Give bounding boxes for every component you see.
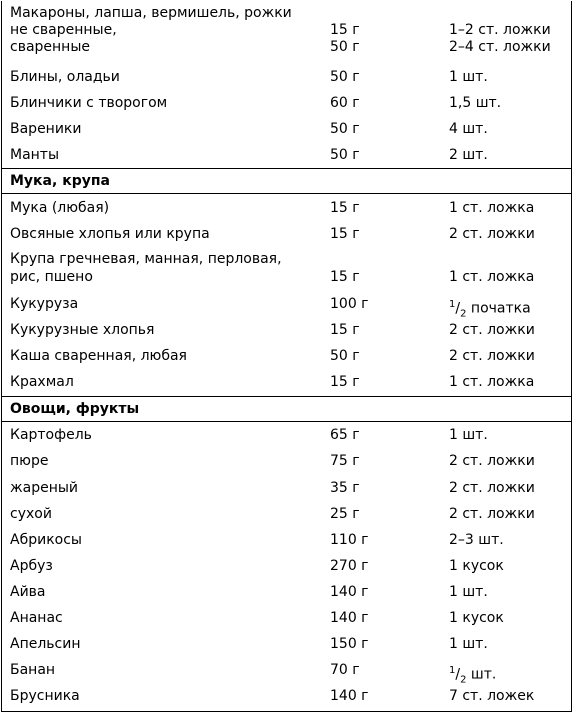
table-row — [2, 317, 571, 343]
item-name: Ананас — [10, 610, 63, 626]
item-name: Брусника — [10, 688, 80, 704]
item-weight: 140 г — [330, 688, 369, 704]
item-name: Мука (любая) — [10, 200, 110, 216]
table-row — [2, 579, 571, 605]
item-weight: 50 г — [330, 39, 360, 55]
fraction-denominator: 2 — [460, 674, 467, 686]
item-amount: 1 ст. ложка — [449, 269, 535, 285]
item-amount: 2 ст. ложки — [449, 226, 535, 242]
table-row — [2, 221, 571, 247]
table-row — [2, 142, 571, 168]
item-name: Картофель — [10, 427, 92, 443]
table-row — [2, 422, 571, 448]
item-weight: 25 г — [330, 506, 360, 522]
item-amount: 2–4 ст. ложки — [449, 39, 551, 55]
section-header — [2, 168, 571, 194]
table-row — [2, 369, 571, 395]
fraction-denominator: 2 — [460, 308, 467, 320]
item-weight: 270 г — [330, 558, 369, 574]
item-weight: 50 г — [330, 348, 360, 364]
item-name: жареный — [10, 480, 78, 496]
item-weight: 15 г — [330, 322, 360, 338]
table-row — [2, 116, 571, 142]
table-row — [2, 448, 571, 474]
item-amount: 1 ст. ложка — [449, 200, 535, 216]
item-weight: 100 г — [330, 296, 369, 312]
item-amount: 2 ст. ложки — [449, 322, 535, 338]
item-weight: 15 г — [330, 269, 360, 285]
table-row — [2, 195, 571, 221]
item-name-line: сваренные — [10, 39, 91, 55]
item-weight: 15 г — [330, 200, 360, 216]
item-amount-fraction: $^1/_2$ шт. — [449, 665, 497, 686]
item-amount: 7 ст. ложек — [449, 688, 535, 704]
section-header — [2, 396, 571, 422]
item-weight: 50 г — [330, 69, 360, 85]
table-row — [2, 631, 571, 657]
item-weight: 35 г — [330, 480, 360, 496]
item-weight: 50 г — [330, 121, 360, 137]
item-weight: 60 г — [330, 95, 360, 111]
item-weight: 15 г — [330, 22, 360, 38]
item-name-line: не сваренные, — [10, 22, 117, 38]
item-amount: 1–2 ст. ложки — [449, 22, 551, 38]
item-amount: 4 шт. — [449, 121, 488, 137]
fraction-rest: початка — [470, 300, 531, 317]
item-name: Блинчики с творогом — [10, 95, 168, 111]
item-amount: 2 ст. ложки — [449, 453, 535, 469]
table-row — [2, 553, 571, 579]
item-amount: 2–3 шт. — [449, 532, 504, 548]
item-weight: 75 г — [330, 453, 360, 469]
item-amount: 1 шт. — [449, 427, 488, 443]
item-name: Каша сваренная, любая — [10, 348, 187, 364]
item-amount: 1 шт. — [449, 584, 488, 600]
fraction-numerator: 1 — [449, 299, 456, 310]
item-name: Блины, оладьи — [10, 69, 120, 85]
item-name: Айва — [10, 584, 46, 600]
item-name: сухой — [10, 506, 52, 522]
table-row — [2, 1, 571, 61]
item-weight: 65 г — [330, 427, 360, 443]
item-amount: 1 шт. — [449, 69, 488, 85]
item-name: Апельсин — [10, 636, 81, 652]
item-weight: 50 г — [330, 147, 360, 163]
table-row — [2, 475, 571, 501]
table-row — [2, 527, 571, 553]
item-weight: 140 г — [330, 584, 369, 600]
fraction-rest: шт. — [470, 666, 497, 683]
item-name: Овсяные хлопья или крупа — [10, 226, 210, 242]
item-name: Крахмал — [10, 374, 74, 390]
table-row — [2, 605, 571, 631]
item-name: Вареники — [10, 121, 82, 137]
fraction-numerator: 1 — [449, 665, 456, 676]
table-row — [2, 64, 571, 90]
item-name: пюре — [10, 453, 49, 469]
item-amount: 1 кусок — [449, 610, 504, 626]
item-name: Кукурузные хлопья — [10, 322, 155, 338]
table-row — [2, 90, 571, 116]
item-name: Абрикосы — [10, 532, 82, 548]
table-row — [2, 291, 571, 320]
section-title: Мука, крупа — [10, 173, 110, 189]
item-name: Банан — [10, 662, 56, 678]
item-weight: 140 г — [330, 610, 369, 626]
section-title: Овощи, фрукты — [10, 401, 140, 417]
item-name: Манты — [10, 147, 60, 163]
item-amount-fraction: $^1/_2$ початка — [449, 299, 531, 320]
item-name-line: Крупа гречневая, манная, перловая, — [10, 251, 282, 267]
item-amount: 2 ст. ложки — [449, 480, 535, 496]
item-amount: 2 ст. ложки — [449, 348, 535, 364]
item-amount: 1 кусок — [449, 558, 504, 574]
item-amount: 1 шт. — [449, 636, 488, 652]
item-name: Арбуз — [10, 558, 53, 574]
item-amount: 2 шт. — [449, 147, 488, 163]
item-weight: 110 г — [330, 532, 369, 548]
table-row — [2, 247, 571, 289]
table-row — [2, 683, 571, 709]
item-name-line: рис, пшено — [10, 269, 93, 285]
item-name: Кукуруза — [10, 296, 79, 312]
item-weight: 70 г — [330, 662, 360, 678]
item-amount: 1 ст. ложка — [449, 374, 535, 390]
food-table — [1, 1, 572, 712]
table-row — [2, 501, 571, 527]
item-amount: 2 ст. ложки — [449, 506, 535, 522]
table-row — [2, 657, 571, 686]
table-row — [2, 343, 571, 369]
item-weight: 15 г — [330, 374, 360, 390]
item-weight: 15 г — [330, 226, 360, 242]
item-amount: 1,5 шт. — [449, 95, 502, 111]
item-name-line: Макароны, лапша, вермишель, рожки — [10, 5, 292, 21]
item-weight: 150 г — [330, 636, 369, 652]
